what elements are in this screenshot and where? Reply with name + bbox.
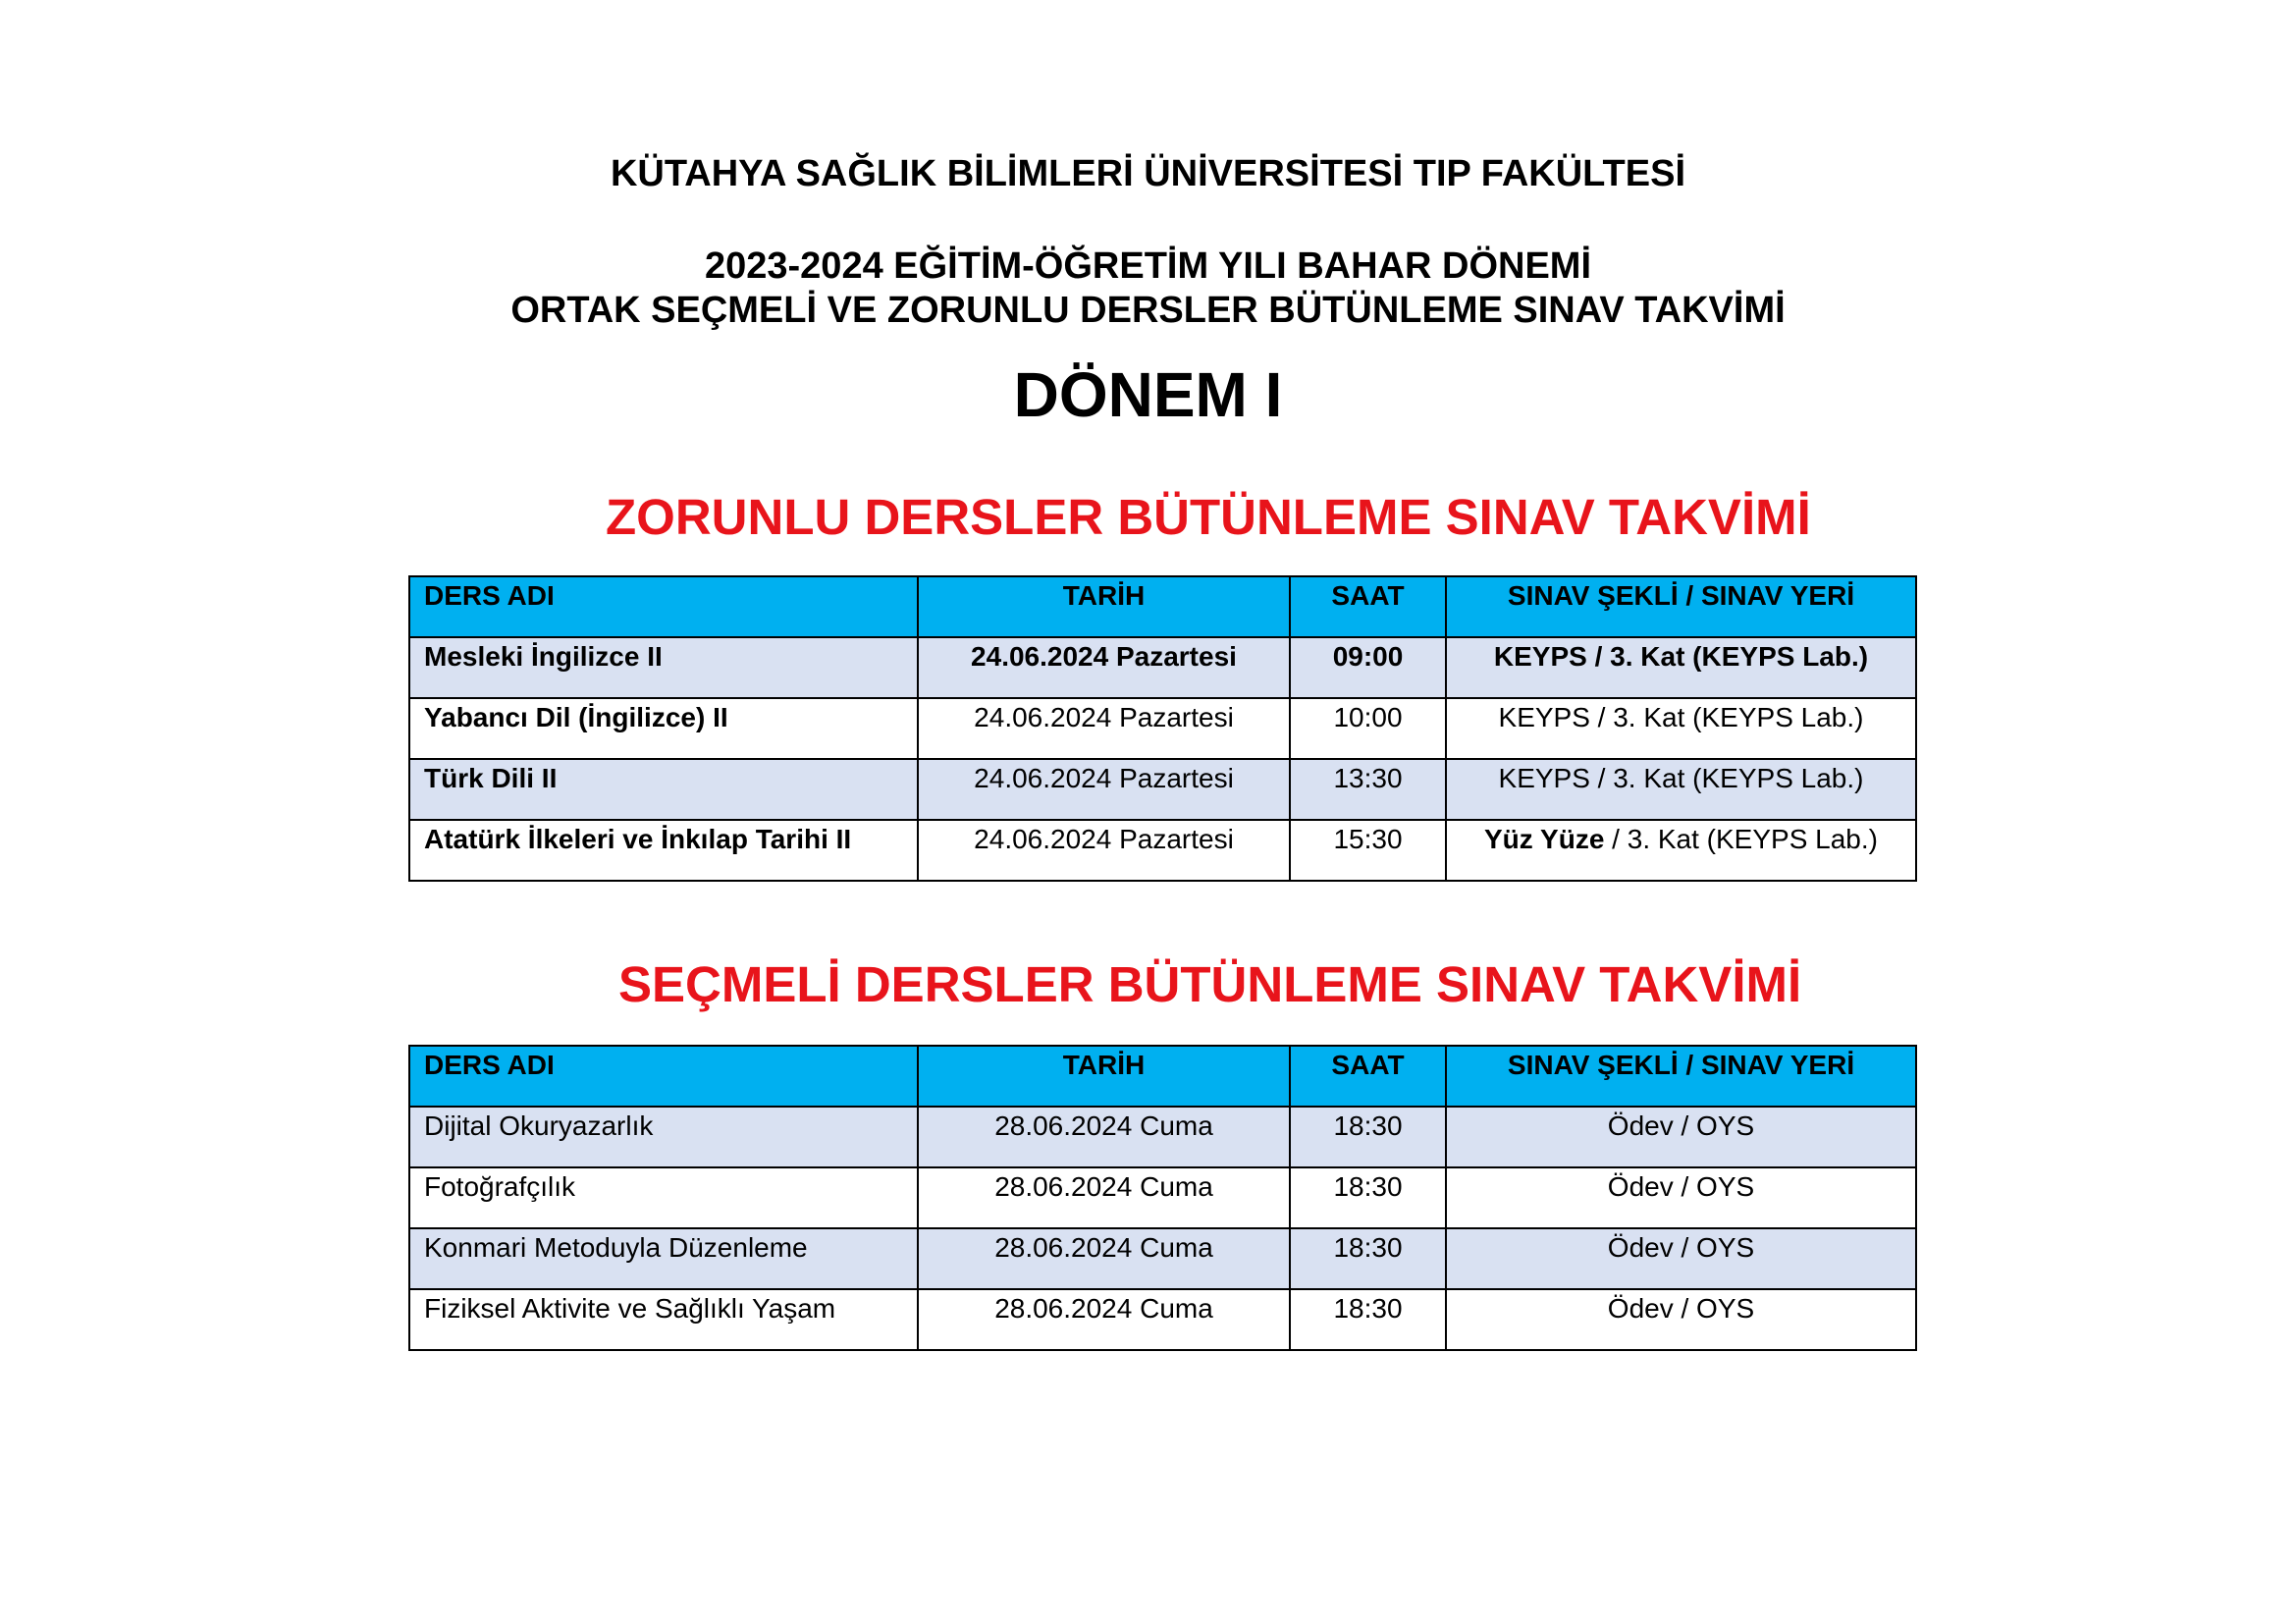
table-row xyxy=(409,1289,1916,1350)
date-cell: 24.06.2024 Pazartesi xyxy=(918,820,1290,881)
time-cell: 18:30 xyxy=(1290,1167,1446,1228)
time-cell: 15:30 xyxy=(1290,820,1446,881)
course-cell: Yabancı Dil (İngilizce) II xyxy=(409,698,918,759)
date-cell: 24.06.2024 Pazartesi xyxy=(918,698,1290,759)
column-header-time: SAAT xyxy=(1290,1046,1446,1107)
time-cell: 18:30 xyxy=(1290,1228,1446,1289)
time-cell: 09:00 xyxy=(1290,637,1446,698)
period-title: DÖNEM I xyxy=(1013,359,1283,430)
table-header-row xyxy=(409,576,1916,637)
column-header-place: SINAV ŞEKLİ / SINAV YERİ xyxy=(1446,1046,1916,1107)
academic-year-title: 2023-2024 EĞİTİM-ÖĞRETİM YILI BAHAR DÖNEMİ xyxy=(704,245,1592,287)
mandatory-section-title: ZORUNLU DERSLER BÜTÜNLEME SINAV TAKVİMİ xyxy=(606,489,1811,545)
date-cell: 28.06.2024 Cuma xyxy=(918,1107,1290,1167)
column-header-place: SINAV ŞEKLİ / SINAV YERİ xyxy=(1446,576,1916,637)
course-cell: Atatürk İlkeleri ve İnkılap Tarihi II xyxy=(409,820,918,881)
course-cell: Fotoğrafçılık xyxy=(409,1167,918,1228)
place-cell: Ödev / OYS xyxy=(1446,1167,1916,1228)
exam-type-text: Yüz Yüze xyxy=(1484,824,1605,854)
document-subtitle: ORTAK SEÇMELİ VE ZORUNLU DERSLER BÜTÜNLEME SINAV TAKVİMİ xyxy=(510,290,1786,331)
elective-section-title: SEÇMELİ DERSLER BÜTÜNLEME SINAV TAKVİMİ xyxy=(618,956,1802,1012)
column-header-date: TARİH xyxy=(918,1046,1290,1107)
date-cell: 24.06.2024 Pazartesi xyxy=(918,637,1290,698)
column-header-course: DERS ADI xyxy=(409,1046,918,1107)
time-cell: 10:00 xyxy=(1290,698,1446,759)
place-cell: Ödev / OYS xyxy=(1446,1228,1916,1289)
course-cell: Konmari Metoduyla Düzenleme xyxy=(409,1228,918,1289)
course-cell: Türk Dili II xyxy=(409,759,918,820)
column-header-time: SAAT xyxy=(1290,576,1446,637)
date-cell: 28.06.2024 Cuma xyxy=(918,1228,1290,1289)
column-header-course: DERS ADI xyxy=(409,576,918,637)
table-row xyxy=(409,1107,1916,1167)
place-cell xyxy=(1446,820,1916,881)
date-cell: 28.06.2024 Cuma xyxy=(918,1167,1290,1228)
place-cell: Ödev / OYS xyxy=(1446,1289,1916,1350)
table-header-row xyxy=(409,1046,1916,1107)
elective-exam-table xyxy=(408,1045,1917,1351)
table-row xyxy=(409,1228,1916,1289)
place-cell: Ödev / OYS xyxy=(1446,1107,1916,1167)
time-cell: 13:30 xyxy=(1290,759,1446,820)
place-cell: KEYPS / 3. Kat (KEYPS Lab.) xyxy=(1446,637,1916,698)
table-row xyxy=(409,1167,1916,1228)
table-row xyxy=(409,820,1916,881)
institution-title: KÜTAHYA SAĞLIK BİLİMLERİ ÜNİVERSİTESİ TIP FAKÜLTESİ xyxy=(610,153,1686,194)
time-cell: 18:30 xyxy=(1290,1289,1446,1350)
time-cell: 18:30 xyxy=(1290,1107,1446,1167)
course-cell: Fiziksel Aktivite ve Sağlıklı Yaşam xyxy=(409,1289,918,1350)
table-row xyxy=(409,637,1916,698)
exam-location-text: / 3. Kat (KEYPS Lab.) xyxy=(1604,824,1878,854)
place-cell: KEYPS / 3. Kat (KEYPS Lab.) xyxy=(1446,698,1916,759)
course-cell: Mesleki İngilizce II xyxy=(409,637,918,698)
date-cell: 28.06.2024 Cuma xyxy=(918,1289,1290,1350)
course-cell: Dijital Okuryazarlık xyxy=(409,1107,918,1167)
date-cell: 24.06.2024 Pazartesi xyxy=(918,759,1290,820)
place-cell: KEYPS / 3. Kat (KEYPS Lab.) xyxy=(1446,759,1916,820)
mandatory-exam-table xyxy=(408,575,1917,882)
table-row xyxy=(409,759,1916,820)
column-header-date: TARİH xyxy=(918,576,1290,637)
table-row xyxy=(409,698,1916,759)
